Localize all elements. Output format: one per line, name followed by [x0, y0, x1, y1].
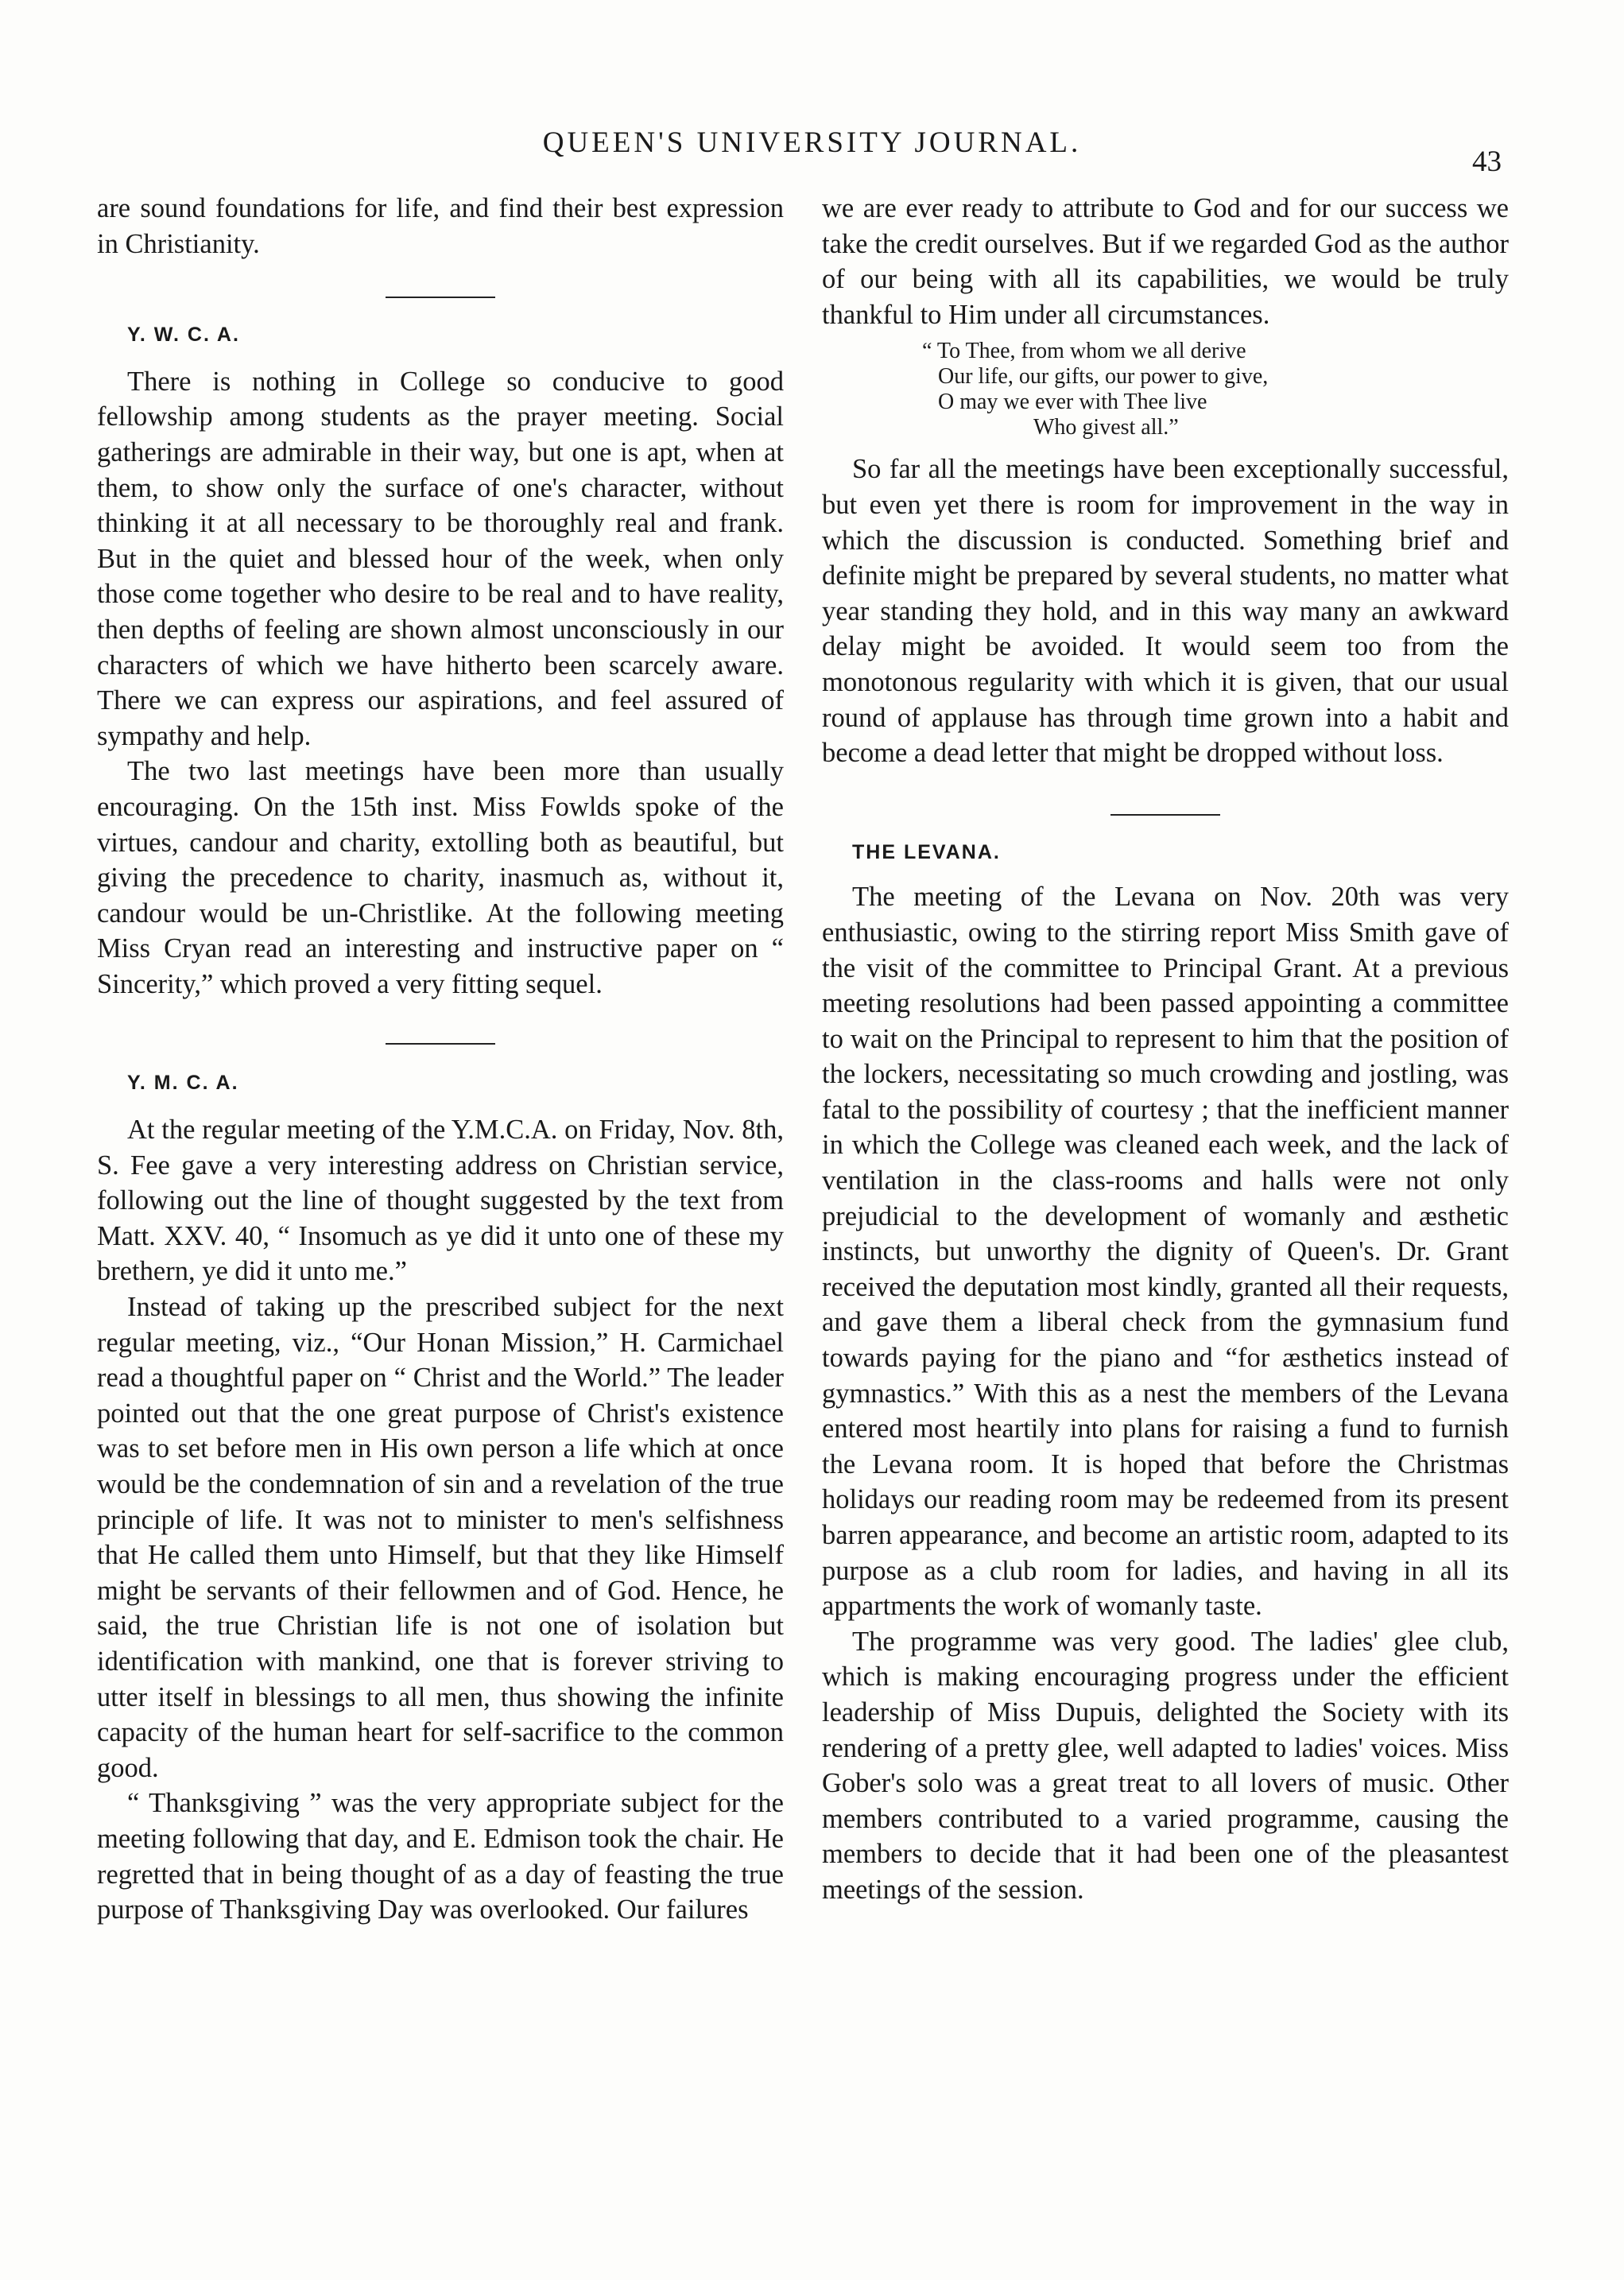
ywca-heading: Y. W. C. A.: [127, 324, 240, 347]
running-head: QUEEN'S UNIVERSITY JOURNAL.: [542, 126, 1082, 159]
left-column: [97, 191, 784, 1928]
section-divider: [386, 1043, 495, 1045]
levana-heading: THE LEVANA.: [852, 840, 1001, 863]
page-number: 43: [1472, 145, 1502, 178]
section-divider: [386, 297, 495, 298]
ymca-paragraph-1: At the regular meeting of the Y.M.C.A. on Friday, Nov. 8th, S. Fee gave a very interesting address on Christian service, following out the line of thought suggested by the text from Matt. XXV. 40, “ Insomuch as ye did it unto one of these my brethern, ye did it unto me.”: [97, 1115, 784, 1287]
levana-paragraph-1: The meeting of the Levana on Nov. 20th was very enthusiastic, owing to the stirring report Miss Smith gave of the visit of the committee to Principal Grant. At a previous meeting resolutions had been passed appointing a committee to wait on the Principal to represent to him that the position of the lockers, necessitating so much crowding and jostling, was fatal to the possibility of courtesy ; that the inefficient manner in which the College was cleaned each week, and the lack of ventilation in the class-rooms and halls were not only prejudicial to the development of womanly and æsthetic instincts, but unworthy the dignity of Queen's. Dr. Grant received the deputation most kindly, granted all their requests, and gave them a liberal check from the gymnasium fund towards paying for the piano and “for æsthetics instead of gymnastics.” With this as a nest the members of the Levana entered most heartily into plans for raising a fund to furnish the Levana room. It is hoped that before the Christmas holidays our reading room may be redeemed from its present barren appearance, and become an artistic room, adapted to its purpose as a club room for ladies, and having in all its appartments the work of womanly taste.: [822, 882, 1509, 1622]
ymca-paragraph-2: Instead of taking up the prescribed subject for the next regular meeting, viz., “Our Honan Mission,” H. Carmichael read a thoughtful paper on “ Christ and the World.” The leader pointed out that the one great purpose of Christ's existence was to set before men in His own person a life which at once would be the condemnation of sin and a revelation of the true principle of life. It was not to minister to men's selfishness that He called them unto Himself, but that they like Himself might be servants of their fellowmen and of God. Hence, he said, the true Christian life is not one of isolation but identification with mankind, one that is forever striving to utter itself in blessings to all men, thus showing the infinite capacity of the human heart for self-sacrifice to the common good.: [97, 1292, 784, 1783]
hymn-line: O may we ever with Thee live: [938, 390, 1207, 415]
section-divider: [1110, 814, 1220, 816]
ymca-paragraph-after-hymn: So far all the meetings have been exceptionally successful, but even yet there is room for improvement in the way in which the discussion is conducted. Something brief and definite might be prepared by several students, no matter what year standing they hold, and in this way many an awkward delay might be avoided. It would seem too from the monotonous regularity with which it is given, that our usual round of applause has through time grown into a habit and become a dead letter that might be dropped without loss.: [822, 454, 1509, 769]
right-column: [822, 191, 1509, 1908]
ywca-paragraph-2: The two last meetings have been more than usually encouraging. On the 15th inst. Miss Fowlds spoke of the virtues, candour and charity, extolling both as beautiful, but giving the precedence to charity, inasmuch as, without it, candour would be un-Christlike. At the following meeting Miss Cryan read an interesting and instructive paper on “ Sincerity,” which proved a very fitting sequel.: [97, 756, 784, 999]
intro-continuation: are sound foundations for life, and find their best expression in Christianity.: [97, 193, 784, 259]
ymca-paragraph-3: “ Thanksgiving ” was the very appropriate subject for the meeting following that day, and E. Edmison took the chair. He regretted that in being thought of as a day of feasting the true purpose of Thanksgiving Day was overlooked. Our failures: [97, 1788, 784, 1925]
ymca-continuation: we are ever ready to attribute to God and for our success we take the credit ourselves. But if we regarded God as the author of our being with all its capabilities, we would be truly thankful to Him under all circumstances.: [822, 193, 1509, 330]
hymn-line: Who givest all.”: [1033, 415, 1179, 440]
ywca-paragraph-1: There is nothing in College so conducive to good fellowship among students as the prayer meeting. Social gatherings are admirable in their way, but one is apt, when at them, to show only the surface of one's character, without thinking it at all necessary to be thoroughly real and frank. But in the quiet and blessed hour of the week, when only those come together who desire to be real and to have reality, then depths of feeling are shown almost unconsciously in our characters of which we have hitherto been scarcely aware. There we can express our aspirations, and feel assured of sympathy and help.: [97, 366, 784, 751]
hymn-line: Our life, our gifts, our power to give,: [938, 364, 1269, 390]
levana-paragraph-2: The programme was very good. The ladies' glee club, which is making encouraging progress under the efficient leadership of Miss Dupuis, delighted the Society with its rendering of a pretty glee, well adapted to ladies' voices. Miss Gober's solo was a great treat to all lovers of music. Other members contributed to a varied programme, causing the members to decide that it had been one of the pleasantest meetings of the session.: [822, 1626, 1509, 1905]
hymn-line: “ To Thee, from whom we all derive: [922, 339, 1246, 364]
ymca-heading: Y. M. C. A.: [127, 1072, 239, 1095]
hymn-quotation: [922, 339, 1509, 440]
